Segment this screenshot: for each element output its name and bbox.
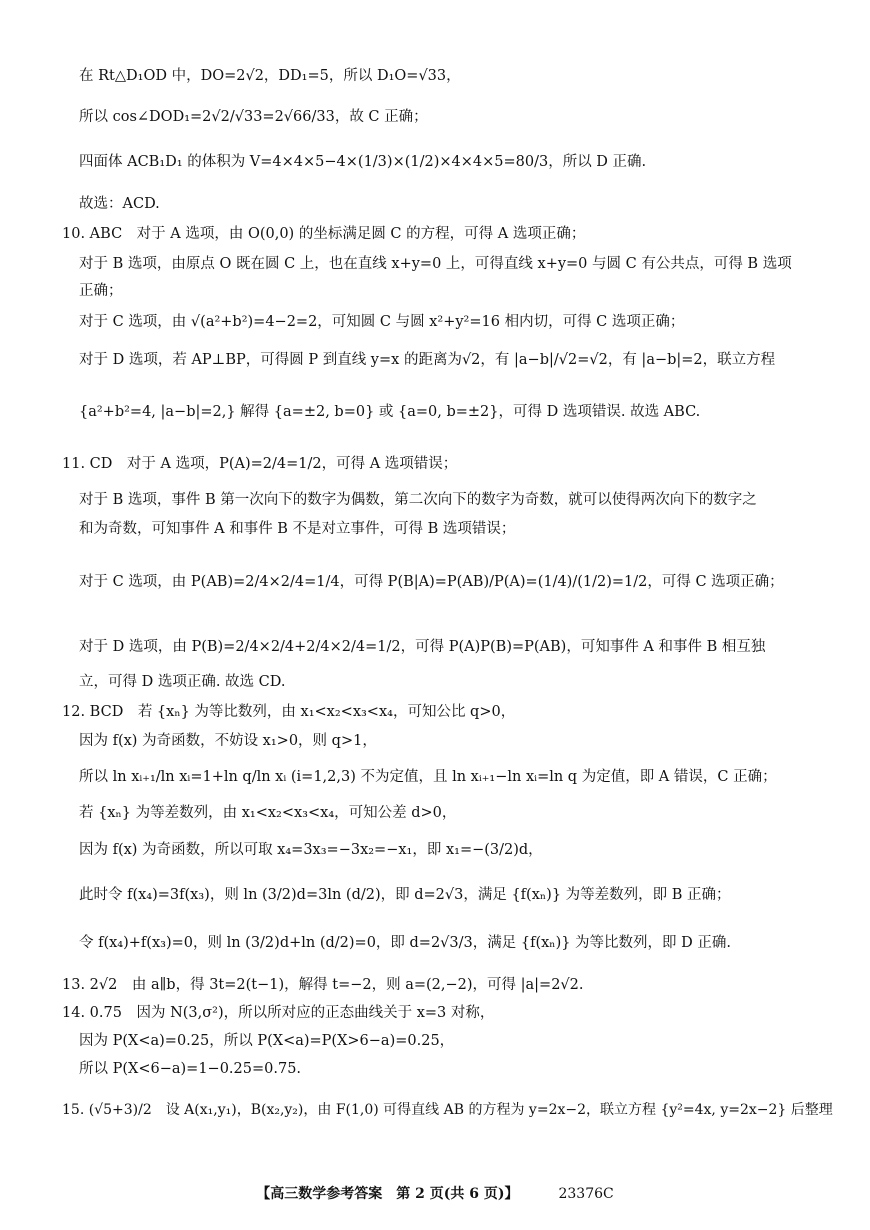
text-line: 因为 f(x) 为奇函数，所以可取 x₄=3x₃=−3x₂=−x₁，即 x₁=−(3/2)d， (79, 842, 543, 858)
text-line: 12. BCD 若 {xₙ} 为等比数列，由 x₁<x₂<x₃<x₄，可知公比 q>0， (62, 704, 516, 720)
text-line: 故选：ACD. (79, 196, 160, 212)
text-line: 立，可得 D 选项正确. 故选 CD. (79, 674, 286, 690)
text-line: 11. CD 对于 A 选项，P(A)=2/4=1/2，可得 A 选项错误； (62, 456, 458, 472)
text-line: 若 {xₙ} 为等差数列，由 x₁<x₂<x₃<x₄，可知公差 d>0， (79, 805, 457, 821)
text-line: 对于 B 选项，事件 B 第一次向下的数字为偶数，第二次向下的数字为奇数，就可以使得两次向下的数字之 (79, 492, 757, 508)
text-line: 在 Rt△D₁OD 中，DO=2√2，DD₁=5，所以 D₁O=√33， (79, 68, 461, 84)
text-line: 13. 2√2 由 a∥b，得 3t=2(t−1)，解得 t=−2，则 a=(2,−2)，可得 |a|=2√2. (62, 977, 584, 993)
text-line: {a²+b²=4, |a−b|=2,} 解得 {a=±2, b=0} 或 {a=0, b=±2}，可得 D 选项错误. 故选 ABC. (79, 404, 701, 420)
text-line: 所以 ln xᵢ₊₁/ln xᵢ=1+ln q/ln xᵢ (i=1,2,3) 不为定值，且 ln xᵢ₊₁−ln xᵢ=ln q 为定值，即 A 错误，C 正确； (79, 769, 777, 785)
text-line: 对于 D 选项，若 AP⊥BP，可得圆 P 到直线 y=x 的距离为√2，有 |a−b|/√2=√2，有 |a−b|=2，联立方程 (79, 352, 776, 368)
text-line: 对于 C 选项，由 √(a²+b²)=4−2=2，可知圆 C 与圆 x²+y²=16 相内切，可得 C 选项正确； (79, 314, 685, 330)
footer-title: 【高三数学参考答案 第 2 页(共 6 页)】 (256, 1186, 519, 1202)
text-line: 令 f(x₄)+f(x₃)=0，则 ln (3/2)d+ln (d/2)=0，即 d=2√3/3，满足 {f(xₙ)} 为等比数列，即 D 正确. (79, 935, 732, 951)
text-line: 14. 0.75 因为 N(3,σ²)，所以所对应的正态曲线关于 x=3 对称， (62, 1005, 495, 1021)
text-line: 对于 D 选项，由 P(B)=2/4×2/4+2/4×2/4=1/2，可得 P(A)P(B)=P(AB)，可知事件 A 和事件 B 相互独 (79, 639, 766, 655)
text-line: 因为 f(x) 为奇函数，不妨设 x₁>0，则 q>1， (79, 733, 377, 749)
text-line: 正确； (79, 283, 123, 299)
text-line: 此时令 f(x₄)=3f(x₃)，则 ln (3/2)d=3ln (d/2)，即 d=2√3，满足 {f(xₙ)} 为等差数列，即 B 正确； (79, 887, 731, 903)
text-line: 和为奇数，可知事件 A 和事件 B 不是对立事件，可得 B 选项错误； (79, 521, 516, 537)
text-line: 因为 P(X<a)=0.25，所以 P(X<a)=P(X>6−a)=0.25， (79, 1033, 455, 1049)
text-line: 10. ABC 对于 A 选项，由 O(0,0) 的坐标满足圆 C 的方程，可得 A 选项正确； (62, 226, 586, 242)
page-footer (0, 1183, 870, 1203)
text-line: 对于 C 选项，由 P(AB)=2/4×2/4=1/4，可得 P(B|A)=P(AB)/P(A)=(1/4)/(1/2)=1/2，可得 C 选项正确； (79, 574, 784, 590)
text-line: 对于 B 选项，由原点 O 既在圆 C 上，也在直线 x+y=0 上，可得直线 x+y=0 与圆 C 有公共点，可得 B 选项 (79, 256, 792, 272)
text-line: 四面体 ACB₁D₁ 的体积为 V=4×4×5−4×(1/3)×(1/2)×4×4×5=80/3，所以 D 正确. (79, 154, 647, 170)
text-line: 所以 cos∠DOD₁=2√2/√33=2√66/33，故 C 正确； (79, 109, 428, 125)
text-line: 所以 P(X<6−a)=1−0.25=0.75. (79, 1061, 302, 1077)
text-line: 15. (√5+3)/2 设 A(x₁,y₁)，B(x₂,y₂)，由 F(1,0) 可得直线 AB 的方程为 y=2x−2，联立方程 {y²=4x, y=2x−2} 后整理 (62, 1102, 833, 1118)
footer-code: 23376C (558, 1186, 614, 1202)
